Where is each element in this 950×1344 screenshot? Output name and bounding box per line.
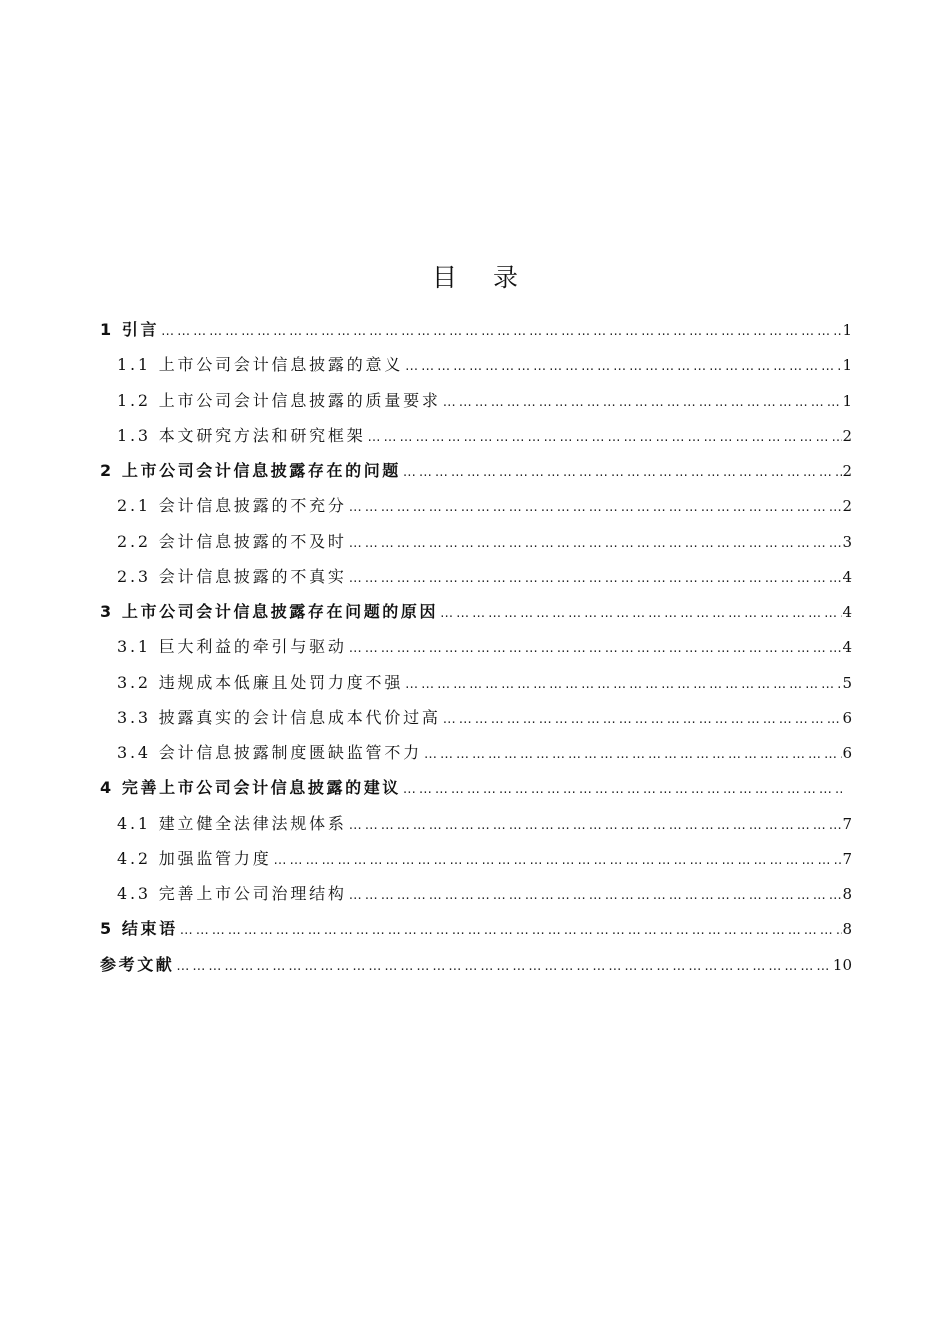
toc-dot-leader <box>401 455 842 488</box>
toc-entry-title: 1.2 上市公司会计信息披露的质量要求 <box>117 390 441 410</box>
toc-entry-title: 2 上市公司会计信息披露存在的问题 <box>100 461 401 480</box>
toc-dot-leader <box>401 772 842 805</box>
toc-chapter-entry[interactable] <box>100 594 852 629</box>
toc-page-number: 3 <box>842 532 852 551</box>
toc-page-number: 4 <box>842 567 852 586</box>
toc-entry-title: 2.1 会计信息披露的不充分 <box>117 496 347 516</box>
toc-section-entry[interactable] <box>100 665 852 700</box>
toc-entry-title: 3.3 披露真实的会计信息成本代价过高 <box>117 707 441 727</box>
toc-page-number: 1 <box>842 321 852 339</box>
toc-section-entry[interactable] <box>100 488 852 523</box>
toc-page-number: 4 <box>842 603 852 621</box>
toc-dot-leader <box>272 843 842 876</box>
toc-entry-title: 4 完善上市公司会计信息披露的建议 <box>100 778 401 798</box>
toc-entry-title: 3 上市公司会计信息披露存在问题的原因 <box>100 602 439 621</box>
toc-dot-leader <box>347 808 842 841</box>
table-of-contents <box>100 312 852 982</box>
toc-page-number: 6 <box>842 744 852 762</box>
toc-section-entry[interactable] <box>100 700 852 735</box>
toc-section-entry[interactable] <box>100 629 852 664</box>
toc-page-number: 2 <box>842 462 852 480</box>
toc-entry-title: 1.3 本文研究方法和研究框架 <box>117 425 366 445</box>
toc-page-number: 7 <box>842 814 852 833</box>
toc-page-number: 1 <box>842 356 852 375</box>
toc-entry-title: 3.2 违规成本低廉且处罚力度不强 <box>117 672 404 692</box>
toc-entry-title: 4.1 建立健全法律法规体系 <box>117 813 347 833</box>
toc-dot-leader <box>403 667 842 700</box>
toc-page-number: 1 <box>842 391 852 410</box>
toc-dot-leader <box>441 385 842 418</box>
toc-dot-leader <box>403 349 842 382</box>
toc-dot-leader <box>347 631 842 664</box>
toc-entry-title: 4.3 完善上市公司治理结构 <box>117 884 347 903</box>
toc-section-entry[interactable] <box>100 524 852 559</box>
toc-entry-title: 3.4 会计信息披露制度匮缺监管不力 <box>117 743 422 762</box>
toc-chapter-entry[interactable] <box>100 312 852 347</box>
toc-page-number: 4 <box>842 638 852 657</box>
toc-dot-leader <box>347 526 842 559</box>
toc-section-entry[interactable] <box>100 841 852 876</box>
toc-section-entry[interactable] <box>100 876 852 911</box>
toc-dot-leader <box>438 596 842 629</box>
toc-dot-leader <box>347 878 842 911</box>
toc-entry-title: 4.2 加强监管力度 <box>117 848 272 868</box>
toc-section-entry[interactable] <box>100 806 852 841</box>
toc-entry-title: 1 引言 <box>100 320 160 339</box>
toc-entry-title: 参考文献 <box>100 954 175 974</box>
toc-chapter-entry[interactable] <box>100 911 852 946</box>
toc-dot-leader <box>366 420 842 453</box>
toc-page-number: 2 <box>842 497 852 516</box>
toc-entry-title: 2.3 会计信息披露的不真实 <box>117 566 347 586</box>
toc-chapter-entry[interactable] <box>100 453 852 488</box>
toc-section-entry[interactable] <box>100 735 852 770</box>
page-title: 目 录 <box>432 263 532 292</box>
toc-dot-leader <box>159 314 842 347</box>
toc-dot-leader <box>347 561 842 594</box>
toc-section-entry[interactable] <box>100 383 852 418</box>
toc-chapter-entry[interactable] <box>100 947 852 982</box>
toc-page-number: 6 <box>842 708 852 727</box>
toc-page-number: 7 <box>842 849 852 868</box>
toc-entry-title: 1.1 上市公司会计信息披露的意义 <box>117 355 404 375</box>
toc-page-number: 8 <box>842 920 852 939</box>
toc-dot-leader <box>347 490 842 523</box>
toc-page-number: 8 <box>842 885 852 903</box>
toc-section-entry[interactable] <box>100 347 852 382</box>
toc-section-entry[interactable] <box>100 559 852 594</box>
toc-entry-title: 5 结束语 <box>100 919 178 939</box>
toc-entry-title: 2.2 会计信息披露的不及时 <box>117 531 347 551</box>
toc-page-number: 5 <box>842 673 852 692</box>
toc-section-entry[interactable] <box>100 418 852 453</box>
toc-dot-leader <box>178 913 842 946</box>
toc-entry-title: 3.1 巨大利益的牵引与驱动 <box>117 637 347 657</box>
toc-dot-leader <box>441 702 842 735</box>
toc-page-number: 10 <box>832 955 852 974</box>
toc-dot-leader <box>174 949 833 982</box>
toc-chapter-entry[interactable] <box>100 770 852 805</box>
toc-page-number: 2 <box>842 426 852 445</box>
toc-dot-leader <box>422 737 842 770</box>
